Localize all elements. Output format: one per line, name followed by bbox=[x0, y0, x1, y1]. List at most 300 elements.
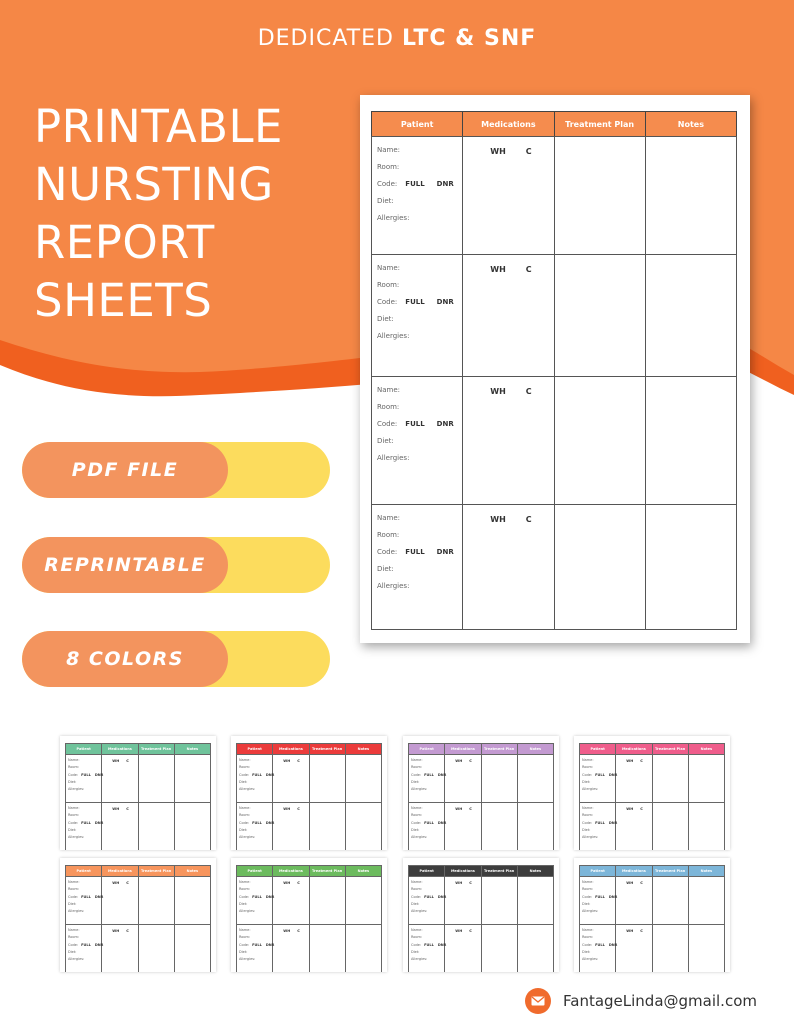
patient-field: Allergies: bbox=[582, 957, 599, 962]
med-tag: C bbox=[525, 387, 532, 396]
column-header: Treatment Plan bbox=[138, 744, 174, 755]
patient-field: Allergies: bbox=[582, 835, 599, 840]
med-tag: WH bbox=[626, 929, 634, 933]
column-header: Notes bbox=[688, 866, 724, 877]
treatment-plan-cell[interactable] bbox=[138, 877, 174, 925]
feature-pill-label: REPRINTABLE bbox=[44, 554, 206, 576]
patient-field: Diet: bbox=[377, 315, 394, 323]
med-tag: WH bbox=[490, 265, 506, 274]
patient-field: Allergies: bbox=[377, 454, 410, 462]
patient-field: Room: bbox=[582, 935, 594, 940]
code-option: DNR bbox=[94, 820, 104, 825]
notes-cell[interactable] bbox=[688, 755, 724, 803]
thumbnail-sheet-lime bbox=[231, 858, 387, 972]
medications-cell[interactable] bbox=[102, 803, 138, 851]
med-tags bbox=[616, 877, 651, 885]
report-sheet-preview bbox=[360, 95, 750, 643]
patient-field: Room: bbox=[582, 887, 594, 892]
patient-field: Allergies: bbox=[239, 787, 256, 792]
treatment-plan-cell[interactable] bbox=[652, 925, 688, 973]
med-tag: WH bbox=[283, 929, 291, 933]
thumbnail-sheet-red bbox=[231, 736, 387, 850]
thumbnail-sheet-blue bbox=[574, 858, 730, 972]
treatment-plan-cell[interactable] bbox=[554, 137, 645, 255]
code-option: DNR bbox=[437, 772, 447, 777]
report-sheet-table bbox=[236, 865, 382, 972]
patient-cell[interactable] bbox=[580, 925, 616, 973]
patient-field: Name: bbox=[377, 264, 401, 272]
patient-cell[interactable] bbox=[237, 877, 273, 925]
patient-cell[interactable] bbox=[237, 925, 273, 973]
med-tag: WH bbox=[455, 881, 463, 885]
medications-cell[interactable] bbox=[616, 803, 652, 851]
medications-cell[interactable] bbox=[273, 877, 309, 925]
patient-field: Diet: bbox=[68, 901, 77, 906]
med-tags bbox=[273, 925, 308, 933]
treatment-plan-cell[interactable] bbox=[138, 925, 174, 973]
notes-cell[interactable] bbox=[517, 755, 553, 803]
patient-cell[interactable] bbox=[580, 755, 616, 803]
notes-cell[interactable] bbox=[174, 877, 210, 925]
patient-field: Room: bbox=[411, 887, 423, 892]
treatment-plan-cell[interactable] bbox=[554, 505, 645, 630]
med-tag: C bbox=[640, 881, 643, 885]
medications-cell[interactable] bbox=[273, 755, 309, 803]
code-option: DNR bbox=[265, 894, 275, 899]
code-option: DNR bbox=[265, 942, 275, 947]
patient-field: Code: FULL DNR bbox=[582, 894, 618, 899]
patient-field: Allergies: bbox=[377, 332, 410, 340]
notes-cell[interactable] bbox=[174, 925, 210, 973]
med-tag: C bbox=[640, 929, 643, 933]
treatment-plan-cell[interactable] bbox=[652, 755, 688, 803]
feature-pill-label-bg bbox=[22, 631, 228, 687]
patient-field: Allergies: bbox=[68, 957, 85, 962]
patient-field: Code: FULL DNR bbox=[377, 180, 454, 188]
patient-field: Diet: bbox=[582, 949, 591, 954]
patient-field: Code: FULL DNR bbox=[582, 942, 618, 947]
med-tag: C bbox=[469, 929, 472, 933]
medications-cell[interactable] bbox=[102, 925, 138, 973]
notes-cell[interactable] bbox=[517, 803, 553, 851]
column-header: Patient bbox=[580, 866, 616, 877]
feature-pill-pdf-file bbox=[22, 442, 330, 498]
feature-pill-8-colors bbox=[22, 631, 330, 687]
med-tag: WH bbox=[490, 147, 506, 156]
med-tag: C bbox=[126, 807, 129, 811]
med-tag: C bbox=[297, 929, 300, 933]
patient-field: Code: FULL DNR bbox=[582, 772, 618, 777]
med-tag: WH bbox=[455, 929, 463, 933]
patient-row bbox=[372, 137, 737, 255]
patient-field: Diet: bbox=[239, 827, 248, 832]
notes-cell[interactable] bbox=[645, 137, 736, 255]
med-tags bbox=[102, 755, 137, 763]
patient-cell[interactable] bbox=[580, 803, 616, 851]
patient-field: Diet: bbox=[377, 565, 394, 573]
column-header: Treatment Plan bbox=[481, 866, 517, 877]
patient-field: Room: bbox=[582, 765, 594, 770]
medications-cell[interactable] bbox=[273, 925, 309, 973]
column-header: Patient bbox=[237, 866, 273, 877]
patient-row bbox=[66, 755, 211, 803]
patient-cell[interactable] bbox=[409, 925, 445, 973]
med-tag: WH bbox=[490, 515, 506, 524]
column-header: Medications bbox=[463, 112, 554, 137]
code-option: FULL bbox=[424, 772, 434, 777]
med-tag: WH bbox=[626, 759, 634, 763]
patient-field: Code: FULL DNR bbox=[377, 420, 454, 428]
notes-cell[interactable] bbox=[688, 803, 724, 851]
column-header: Patient bbox=[409, 866, 445, 877]
patient-cell[interactable] bbox=[66, 803, 102, 851]
patient-cell[interactable] bbox=[409, 755, 445, 803]
patient-field: Diet: bbox=[582, 901, 591, 906]
report-sheet-table bbox=[65, 743, 211, 850]
code-option: FULL bbox=[405, 548, 425, 556]
medications-cell[interactable] bbox=[102, 755, 138, 803]
patient-row bbox=[372, 505, 737, 630]
patient-field: Code: FULL DNR bbox=[377, 548, 454, 556]
patient-field: Code: FULL DNR bbox=[377, 298, 454, 306]
patient-row bbox=[409, 877, 554, 925]
code-option: FULL bbox=[424, 942, 434, 947]
subtitle bbox=[0, 26, 794, 51]
thumbnail-sheet-orange bbox=[60, 858, 216, 972]
patient-field: Name: bbox=[239, 806, 251, 810]
patient-field: Allergies: bbox=[68, 787, 85, 792]
notes-cell[interactable] bbox=[345, 877, 381, 925]
patient-field: Diet: bbox=[411, 779, 420, 784]
code-option: DNR bbox=[608, 772, 618, 777]
med-tags bbox=[102, 803, 137, 811]
patient-cell[interactable] bbox=[372, 137, 463, 255]
column-header: Notes bbox=[517, 744, 553, 755]
patient-field: Name: bbox=[411, 758, 423, 762]
patient-field: Code: FULL DNR bbox=[411, 942, 447, 947]
patient-row bbox=[237, 755, 382, 803]
med-tags bbox=[463, 137, 553, 156]
treatment-plan-cell[interactable] bbox=[309, 877, 345, 925]
notes-cell[interactable] bbox=[517, 877, 553, 925]
patient-field: Room: bbox=[582, 813, 594, 818]
med-tag: WH bbox=[455, 807, 463, 811]
treatment-plan-cell[interactable] bbox=[481, 925, 517, 973]
patient-field: Name: bbox=[582, 928, 594, 932]
code-option: FULL bbox=[252, 820, 262, 825]
patient-row bbox=[66, 925, 211, 973]
treatment-plan-cell[interactable] bbox=[309, 755, 345, 803]
patient-field: Room: bbox=[239, 813, 251, 818]
column-header: Medications bbox=[102, 866, 138, 877]
feature-pill-label-bg bbox=[22, 537, 228, 593]
patient-field: Allergies: bbox=[411, 957, 428, 962]
med-tags bbox=[102, 925, 137, 933]
med-tags bbox=[616, 755, 651, 763]
patient-field: Name: bbox=[411, 928, 423, 932]
code-option: FULL bbox=[81, 894, 91, 899]
column-header: Notes bbox=[517, 866, 553, 877]
code-option: FULL bbox=[252, 942, 262, 947]
column-header: Treatment Plan bbox=[652, 744, 688, 755]
patient-cell[interactable] bbox=[237, 755, 273, 803]
patient-row bbox=[237, 803, 382, 851]
code-option: DNR bbox=[437, 820, 447, 825]
med-tag: C bbox=[525, 515, 532, 524]
patient-field: Code: FULL DNR bbox=[239, 942, 275, 947]
notes-cell[interactable] bbox=[517, 925, 553, 973]
column-header: Notes bbox=[688, 744, 724, 755]
patient-cell[interactable] bbox=[372, 377, 463, 505]
patient-field: Name: bbox=[377, 514, 401, 522]
medications-cell[interactable] bbox=[445, 755, 481, 803]
title-line: PRINTABLE bbox=[34, 100, 283, 153]
column-header: Treatment Plan bbox=[309, 866, 345, 877]
medications-cell[interactable] bbox=[616, 925, 652, 973]
patient-field: Allergies: bbox=[239, 835, 256, 840]
notes-cell[interactable] bbox=[645, 505, 736, 630]
patient-field: Diet: bbox=[411, 949, 420, 954]
treatment-plan-cell[interactable] bbox=[554, 377, 645, 505]
thumbnail-sheet-black bbox=[403, 858, 559, 972]
patient-cell[interactable] bbox=[372, 505, 463, 630]
med-tag: C bbox=[297, 881, 300, 885]
med-tag: WH bbox=[455, 759, 463, 763]
patient-row bbox=[237, 877, 382, 925]
column-header: Patient bbox=[409, 744, 445, 755]
med-tags bbox=[616, 925, 651, 933]
patient-field: Name: bbox=[411, 806, 423, 810]
medications-cell[interactable] bbox=[445, 877, 481, 925]
column-header: Treatment Plan bbox=[309, 744, 345, 755]
feature-pill-label-bg bbox=[22, 442, 228, 498]
envelope-icon bbox=[525, 988, 551, 1014]
patient-row bbox=[580, 925, 725, 973]
treatment-plan-cell[interactable] bbox=[481, 755, 517, 803]
code-option: FULL bbox=[595, 894, 605, 899]
patient-field: Code: FULL DNR bbox=[68, 894, 104, 899]
patient-field: Name: bbox=[239, 758, 251, 762]
column-header: Medications bbox=[445, 744, 481, 755]
patient-field: Code: FULL DNR bbox=[68, 820, 104, 825]
patient-cell[interactable] bbox=[66, 755, 102, 803]
med-tags bbox=[463, 505, 553, 524]
patient-row bbox=[66, 877, 211, 925]
column-header: Notes bbox=[345, 866, 381, 877]
patient-field: Code: FULL DNR bbox=[411, 894, 447, 899]
code-option: FULL bbox=[405, 180, 425, 188]
medications-cell[interactable] bbox=[616, 755, 652, 803]
patient-row bbox=[372, 377, 737, 505]
title-line: REPORT bbox=[34, 216, 215, 269]
patient-field: Room: bbox=[239, 765, 251, 770]
treatment-plan-cell[interactable] bbox=[652, 877, 688, 925]
title-line: SHEETS bbox=[34, 274, 213, 327]
patient-row bbox=[409, 803, 554, 851]
code-option: FULL bbox=[424, 894, 434, 899]
patient-field: Code: FULL DNR bbox=[68, 942, 104, 947]
med-tag: WH bbox=[112, 881, 120, 885]
patient-field: Room: bbox=[377, 403, 400, 411]
med-tags bbox=[463, 377, 553, 396]
patient-field: Room: bbox=[68, 935, 80, 940]
med-tag: C bbox=[525, 265, 532, 274]
med-tag: C bbox=[297, 807, 300, 811]
treatment-plan-cell[interactable] bbox=[554, 255, 645, 377]
med-tag: WH bbox=[490, 387, 506, 396]
patient-field: Name: bbox=[377, 386, 401, 394]
patient-field: Diet: bbox=[239, 779, 248, 784]
notes-cell[interactable] bbox=[345, 925, 381, 973]
med-tag: WH bbox=[112, 807, 120, 811]
patient-row bbox=[580, 755, 725, 803]
patient-row bbox=[237, 925, 382, 973]
code-option: DNR bbox=[437, 894, 447, 899]
med-tag: WH bbox=[283, 759, 291, 763]
notes-cell[interactable] bbox=[688, 925, 724, 973]
patient-field: Name: bbox=[68, 928, 80, 932]
med-tag: C bbox=[469, 881, 472, 885]
med-tag: WH bbox=[283, 807, 291, 811]
med-tag: C bbox=[640, 759, 643, 763]
patient-field: Room: bbox=[411, 813, 423, 818]
notes-cell[interactable] bbox=[174, 803, 210, 851]
patient-field: Room: bbox=[411, 765, 423, 770]
feature-pill-reprintable bbox=[22, 537, 330, 593]
med-tag: C bbox=[126, 881, 129, 885]
patient-cell[interactable] bbox=[237, 803, 273, 851]
patient-cell[interactable] bbox=[66, 925, 102, 973]
column-header: Treatment Plan bbox=[138, 866, 174, 877]
medications-cell[interactable] bbox=[463, 255, 554, 377]
patient-field: Name: bbox=[239, 880, 251, 884]
treatment-plan-cell[interactable] bbox=[309, 925, 345, 973]
patient-field: Diet: bbox=[377, 437, 394, 445]
patient-field: Room: bbox=[68, 765, 80, 770]
column-header: Patient bbox=[66, 866, 102, 877]
treatment-plan-cell[interactable] bbox=[481, 803, 517, 851]
patient-cell[interactable] bbox=[409, 877, 445, 925]
patient-field: Name: bbox=[239, 928, 251, 932]
code-option: FULL bbox=[81, 820, 91, 825]
code-option: FULL bbox=[595, 820, 605, 825]
column-header: Patient bbox=[66, 744, 102, 755]
column-header: Medications bbox=[273, 866, 309, 877]
treatment-plan-cell[interactable] bbox=[138, 803, 174, 851]
patient-field: Allergies: bbox=[68, 909, 85, 914]
code-option: FULL bbox=[405, 420, 425, 428]
notes-cell[interactable] bbox=[688, 877, 724, 925]
patient-cell[interactable] bbox=[580, 877, 616, 925]
patient-field: Allergies: bbox=[411, 835, 428, 840]
med-tags bbox=[273, 803, 308, 811]
notes-cell[interactable] bbox=[645, 377, 736, 505]
thumbnail-sheet-green bbox=[60, 736, 216, 850]
med-tag: WH bbox=[626, 881, 634, 885]
med-tags bbox=[616, 803, 651, 811]
page-title bbox=[34, 98, 354, 330]
med-tags bbox=[445, 877, 480, 885]
feature-pill-label: PDF FILE bbox=[71, 459, 179, 481]
medications-cell[interactable] bbox=[616, 877, 652, 925]
treatment-plan-cell[interactable] bbox=[309, 803, 345, 851]
patient-field: Room: bbox=[377, 281, 400, 289]
patient-field: Code: FULL DNR bbox=[239, 820, 275, 825]
patient-field: Name: bbox=[377, 146, 401, 154]
patient-cell[interactable] bbox=[66, 877, 102, 925]
column-header: Treatment Plan bbox=[652, 866, 688, 877]
medications-cell[interactable] bbox=[463, 377, 554, 505]
patient-field: Room: bbox=[377, 531, 400, 539]
patient-field: Code: FULL DNR bbox=[239, 894, 275, 899]
medications-cell[interactable] bbox=[445, 925, 481, 973]
contact-email[interactable] bbox=[525, 988, 757, 1014]
column-header: Notes bbox=[345, 744, 381, 755]
med-tag: C bbox=[525, 147, 532, 156]
patient-field: Diet: bbox=[411, 827, 420, 832]
patient-field: Diet: bbox=[582, 779, 591, 784]
patient-cell[interactable] bbox=[409, 803, 445, 851]
notes-cell[interactable] bbox=[645, 255, 736, 377]
patient-field: Allergies: bbox=[411, 909, 428, 914]
med-tags bbox=[102, 877, 137, 885]
medications-cell[interactable] bbox=[463, 505, 554, 630]
patient-field: Name: bbox=[68, 880, 80, 884]
code-option: DNR bbox=[436, 548, 454, 556]
report-sheet-table bbox=[408, 743, 554, 850]
column-header: Patient bbox=[237, 744, 273, 755]
notes-cell[interactable] bbox=[174, 755, 210, 803]
notes-cell[interactable] bbox=[345, 803, 381, 851]
medications-cell[interactable] bbox=[463, 137, 554, 255]
code-option: DNR bbox=[94, 772, 104, 777]
treatment-plan-cell[interactable] bbox=[652, 803, 688, 851]
patient-row bbox=[66, 803, 211, 851]
patient-field: Allergies: bbox=[411, 787, 428, 792]
patient-field: Diet: bbox=[411, 901, 420, 906]
column-header: Patient bbox=[580, 744, 616, 755]
report-sheet-table bbox=[236, 743, 382, 850]
patient-field: Name: bbox=[582, 758, 594, 762]
treatment-plan-cell[interactable] bbox=[138, 755, 174, 803]
code-option: FULL bbox=[405, 298, 425, 306]
med-tags bbox=[273, 877, 308, 885]
patient-field: Room: bbox=[239, 887, 251, 892]
med-tags bbox=[463, 255, 553, 274]
thumbnail-sheet-lavender bbox=[403, 736, 559, 850]
column-header: Treatment Plan bbox=[481, 744, 517, 755]
medications-cell[interactable] bbox=[102, 877, 138, 925]
patient-field: Allergies: bbox=[377, 214, 410, 222]
patient-field: Name: bbox=[582, 806, 594, 810]
report-sheet-table bbox=[579, 743, 725, 850]
treatment-plan-cell[interactable] bbox=[481, 877, 517, 925]
medications-cell[interactable] bbox=[445, 803, 481, 851]
med-tag: C bbox=[469, 807, 472, 811]
patient-cell[interactable] bbox=[372, 255, 463, 377]
column-header: Medications bbox=[445, 866, 481, 877]
patient-field: Allergies: bbox=[582, 787, 599, 792]
patient-field: Name: bbox=[582, 880, 594, 884]
patient-row bbox=[580, 803, 725, 851]
patient-field: Diet: bbox=[68, 779, 77, 784]
patient-row bbox=[580, 877, 725, 925]
column-header: Treatment Plan bbox=[554, 112, 645, 137]
column-header: Patient bbox=[372, 112, 463, 137]
medications-cell[interactable] bbox=[273, 803, 309, 851]
notes-cell[interactable] bbox=[345, 755, 381, 803]
patient-field: Allergies: bbox=[377, 582, 410, 590]
